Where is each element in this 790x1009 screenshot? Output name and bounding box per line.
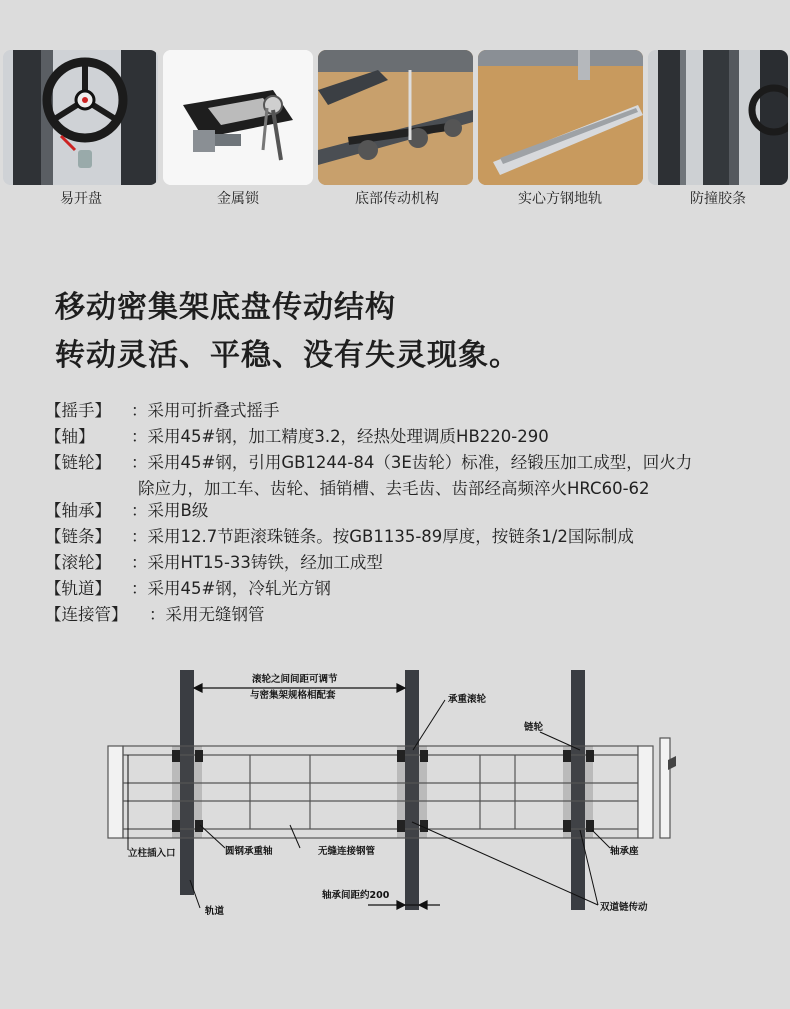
label-bearing-roller: 承重滚轮 <box>448 694 487 705</box>
spec-key: 【链条】 <box>45 527 111 546</box>
spec-track <box>45 576 331 602</box>
thumbnail-handwheel <box>3 50 158 185</box>
thumbnail-row <box>0 50 790 185</box>
label-seamless-tube: 无缝连接钢管 <box>318 846 376 857</box>
label-bearing-spacing: 轴承间距约200 <box>322 890 390 901</box>
spec-value: ：采用可折叠式摇手 <box>131 401 280 420</box>
spec-value: ：采用45#钢，加工精度3.2，经热处理调质HB220-290 <box>131 427 549 446</box>
thumbnail-label-transmission: 底部传动机构 <box>355 191 439 207</box>
gear-mechanism-icon <box>318 50 473 185</box>
chassis-diagram <box>0 640 790 940</box>
spec-bearing <box>45 498 209 524</box>
thumbnail-transmission <box>318 50 473 185</box>
thumbnail-label-rubber-strip: 防撞胶条 <box>690 191 746 207</box>
handwheel-icon <box>3 50 158 185</box>
spec-value: ：采用45#钢，冷轧光方钢 <box>131 579 331 598</box>
thumbnail-rubber-strip <box>648 50 788 185</box>
lock-icon <box>163 50 313 185</box>
thumbnail-label-rail: 实心方钢地轨 <box>518 191 602 207</box>
label-rail: 轨道 <box>205 906 225 917</box>
steel-rail-icon <box>478 50 643 185</box>
spec-value: ：采用12.7节距滚珠链条。按GB1135-89厚度，按链条1/2国际制成 <box>131 527 634 546</box>
spec-value: ：采用45#钢，引用GB1244-84（3E齿轮）标准，经锻压加工成型，回火力 <box>131 453 693 472</box>
note-match-spec: 与密集架规格相配套 <box>250 690 336 701</box>
thumbnail-lock <box>163 50 313 185</box>
headline-line-2: 转动灵活、平稳、没有失灵现象。 <box>55 338 520 373</box>
label-round-steel-shaft: 圆钢承重轴 <box>225 846 273 857</box>
spec-value: ：采用HT15-33铸铁，经加工成型 <box>131 553 383 572</box>
spec-chain <box>45 524 634 550</box>
spec-key: 【滚轮】 <box>45 553 111 572</box>
rubber-strip-icon <box>648 50 788 185</box>
spec-value: ：采用无缝钢管 <box>149 605 265 624</box>
label-column-entry: 立柱插入口 <box>128 848 176 859</box>
bearing-spacing-dimension <box>368 901 440 909</box>
headline-line-1: 移动密集架底盘传动结构 <box>55 290 396 325</box>
spec-key: 【连接管】 <box>45 605 128 624</box>
spec-key: 【轨道】 <box>45 579 111 598</box>
thumbnail-label-handwheel: 易开盘 <box>60 191 102 207</box>
spec-key: 【摇手】 <box>45 401 111 420</box>
spec-roller <box>45 550 383 576</box>
spec-value-cont: 除应力，加工车、齿轮、插销槽、去毛齿、齿部经高频淬火HRC60-62 <box>138 479 650 498</box>
note-roller-spacing: 滚轮之间间距可调节 <box>252 674 338 685</box>
spec-sprocket <box>45 450 693 498</box>
rails <box>180 670 585 910</box>
label-bearing-seat: 轴承座 <box>610 846 639 857</box>
label-sprocket: 链轮 <box>524 722 544 733</box>
spec-shaft <box>45 424 549 450</box>
label-double-chain: 双道链传动 <box>600 902 648 913</box>
spec-crank <box>45 398 280 424</box>
spec-key: 【链轮】 <box>45 453 111 472</box>
thumbnail-label-lock: 金属锁 <box>217 191 259 207</box>
spec-connector-tube <box>45 602 265 628</box>
roller-sprocket-blocks <box>172 746 594 838</box>
spec-value: ：采用B级 <box>131 501 209 520</box>
thumbnail-rail <box>478 50 643 185</box>
spec-key: 【轴】 <box>45 427 95 446</box>
spec-key: 【轴承】 <box>45 501 111 520</box>
